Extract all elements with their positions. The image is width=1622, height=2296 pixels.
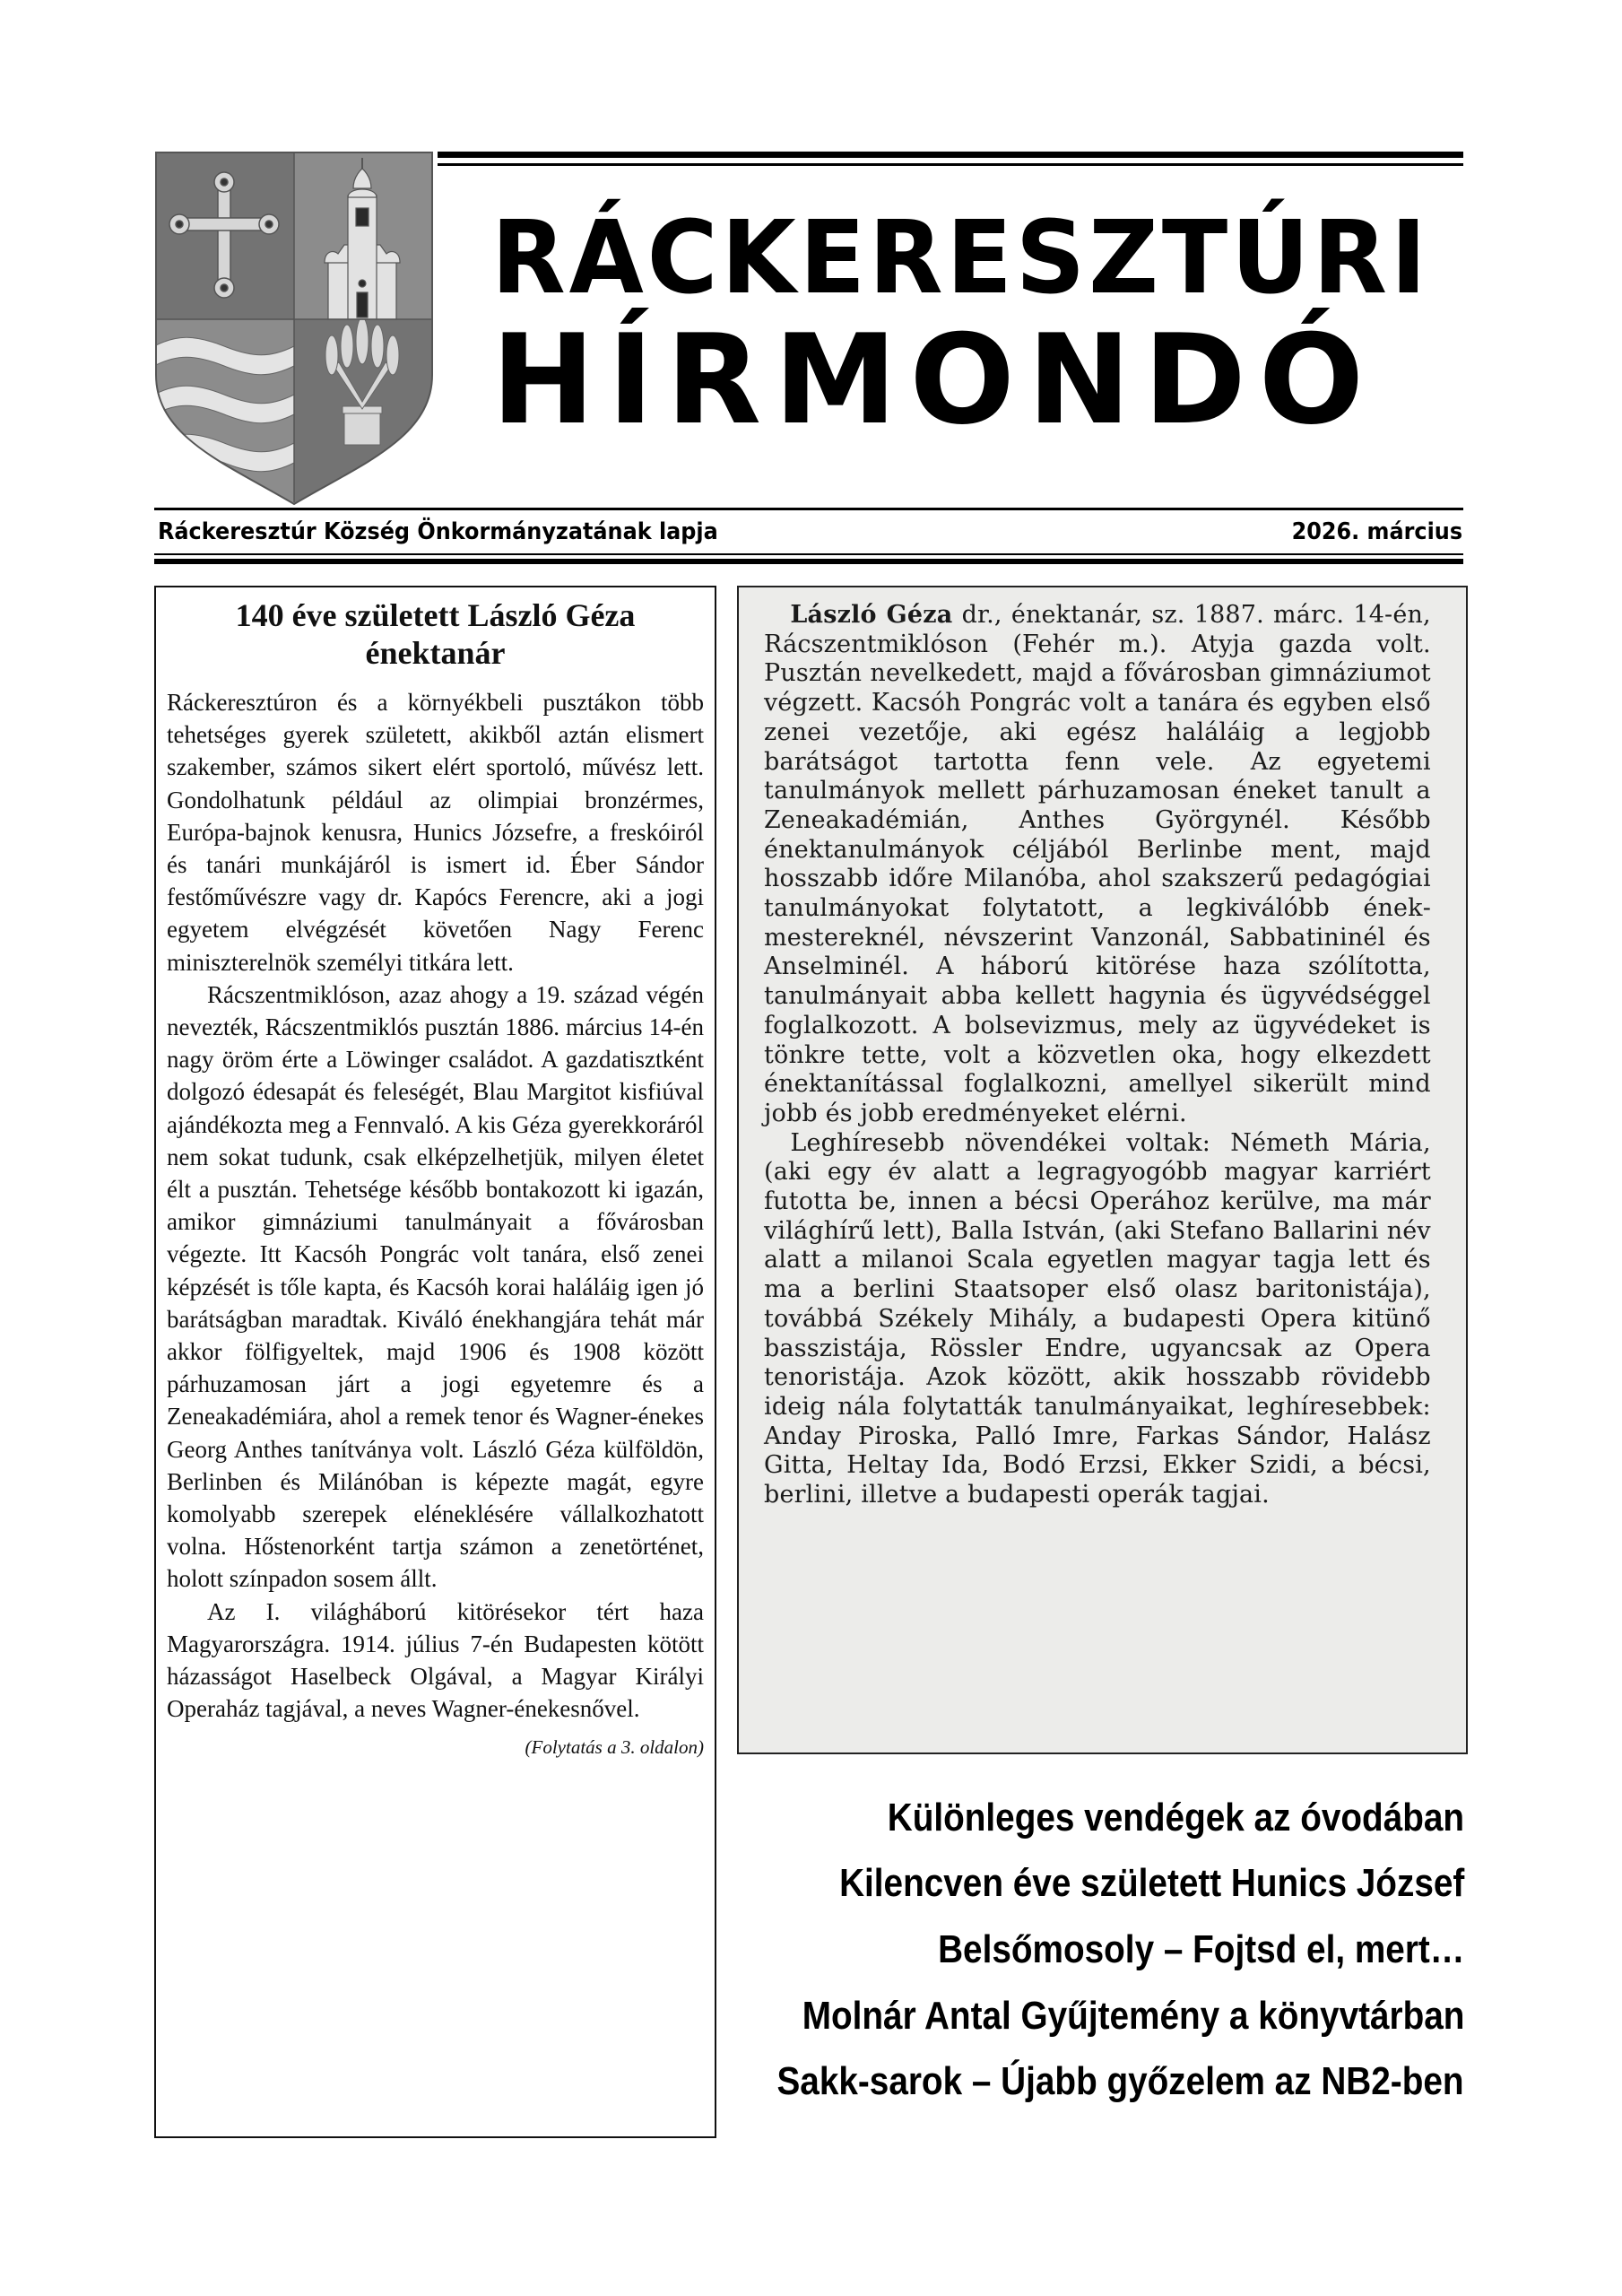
issue-date: 2026. március (1291, 518, 1462, 545)
article-paragraph: Rácszentmiklóson, azaz ahogy a 19. század végén nevezték, Rácszentmiklós pusztán 1886. március 14-én nagy öröm érte a Löwinger családot. A gazdatisztként dolgozó édesapát és feleségét, Blau Margitot kisfiúval ajándékozta meg a Fennvaló. A kis Géza gyerekkoráról nem sokat tudunk, csak elképzelhetjük, milyen életet élt a pusztán. Tehetsége később bontakozott ki igazán, amikor gimnáziumi tanulmányait a fővárosban végezte. Itt Kacsóh Pongrác volt tanára, első zenei képzését is tőle kapta, és Kacsóh korai haláláig igen jó barátságban maradtak. Kiváló énekhangjára tehát már akkor fölfigyeltek, majd 1906 és 1908 között párhuzamosan járt a jogi egyetemre és a Zeneakadémiára, ahol a remek tenor és Wagner-énekes Georg Anthes tanítványa volt. László Géza külföldön, Berlinben és Milánóban is képezte magát, egyre komolyabb szerepek eléneklésére vállalkozhatott volna. Hőstenorként tartja számon a zenetörténet, holott színpadon sosem állt. (167, 980, 704, 1593)
article-title: 140 éve született László Géza énektanár (235, 597, 636, 671)
headline-link[interactable]: Belsőmosoly – Fojtsd el, mert… (937, 1927, 1464, 1971)
band-rule-bottom-thick (154, 559, 1463, 564)
clipping-paragraph-text: dr., énektanár, sz. 1887. márc. 14-én, Rácszentmiklóson (Fehér m.). Atyja gazda volt. Pusztán nevelkedett, majd a fővárosban gimnáziumot végzett. Kacsóh Pongrác volt a tanára és egyben első zenei vezetője, aki egész haláláig a legjobb barátságot tartotta fenn vele. Az egyetemi tanulmányok mellett párhuzamosan éneket tanult a Zeneakadémián, Anthes Györgynél. Később énektanulmányok céljából Berlinbe ment, majd hosszabb időre Milanóba, ahol szakszerű pedagógiai tanulmányokat folytatott, a legkiválóbb énekmestereknél, névszerint Vanzonál, Sabbatininél és Anselminél. A háború kitörése haza szólította, tanulmányait abba kellett hagynia és ügyvédséggel foglalkozott. A bolsevizmus, mely az ügyvédeket is tönkre tette, volt a közvetlen oka, hogy elkezdett énektanítással foglalkozni, amellyel sikerült mind jobb és jobb eredményeket elérni. (764, 600, 1431, 1127)
headline-link[interactable]: Különleges vendégek az óvodában (887, 1796, 1464, 1839)
waves-icon (154, 337, 294, 472)
clipping-paragraph: Leghíresebb növendékei voltak: Németh Mária, (aki egy év alatt a legragyogóbb magyar karriért futotta be, innen a bécsi Operához kerülve, ma már világhírű lett), Balla István, (aki Stefano Ballarini név alatt a milanoi Scala egyetlen magyar tagja lett és ma a berlini Staatsoper első olasz baritonistája), továbbá Székely Mihály, a budapesti Opera kitünő basszistája, Rössler Endre, ugyancsak az Opera tenoristája. Azok között, akik hosszabb rövidebb ideig nála folytatták tanulmányaikat, leghíresebbek: Anday Piroska, Palló Imre, Farkas Sándor, Halász Gitta, Heltay Ida, Bodó Erzsi, Ekker Szidi, a bécsi, berlini, illetve a budapesti operák tagjai. (764, 1127, 1431, 1509)
continuation-note: (Folytatás a 3. oldalon) (525, 1735, 704, 1758)
article-paragraph: Ráckeresztúron és a környékbeli pusztákon több tehetséges gyerek született, akikből aztán elismert szakember, számos sikert elért sportoló, művész lett. Gondolhatunk például az olimpiai bronzérmes, Európa-bajnok kenusra, Hunics Józsefre, a freskóiról és tanári munkájáról is ismert id. Éber Sándor festőművészre vagy dr. Kapócs Ferencre, aki a jogi egyetem elvégzését követően Nagy Ferenc miniszterelnök személyi titkára lett. (167, 689, 704, 976)
band-rule-bottom-thin (154, 553, 1463, 555)
publication-subtitle: Ráckeresztúr Község Önkormányzatának lapja (158, 518, 718, 545)
headline-link[interactable]: Kilencven éve született Hunics József (838, 1861, 1464, 1905)
band-rule-top (154, 508, 1463, 510)
masthead-rule-thin (438, 163, 1463, 166)
masthead-title-line1: RÁCKERESZTÚRI (491, 200, 1430, 317)
headline-link[interactable]: Sakk-sarok – Újabb győzelem az NB2-ben (776, 2059, 1464, 2103)
lexicon-clipping (737, 586, 1468, 1754)
article-box (154, 586, 716, 2138)
masthead-title-line2: HÍRMONDÓ (491, 308, 1377, 452)
clipping-paragraph (764, 600, 1431, 1128)
masthead-rule-thick (438, 152, 1463, 158)
article-paragraph: Az I. világháború kitörésekor tért haza Magyarországra. 1914. július 7-én Budapesten kötött házasságot Haselbeck Olgával, a Magyar Királyi Operaház tagjával, a neves Wagner-énekesnővel. (167, 1597, 704, 1723)
clipping-lead-name: László Géza (790, 600, 953, 629)
headline-link[interactable]: Molnár Antal Gyűjtemény a könyvtárban (802, 1994, 1464, 2038)
coat-of-arms-icon (154, 151, 434, 506)
